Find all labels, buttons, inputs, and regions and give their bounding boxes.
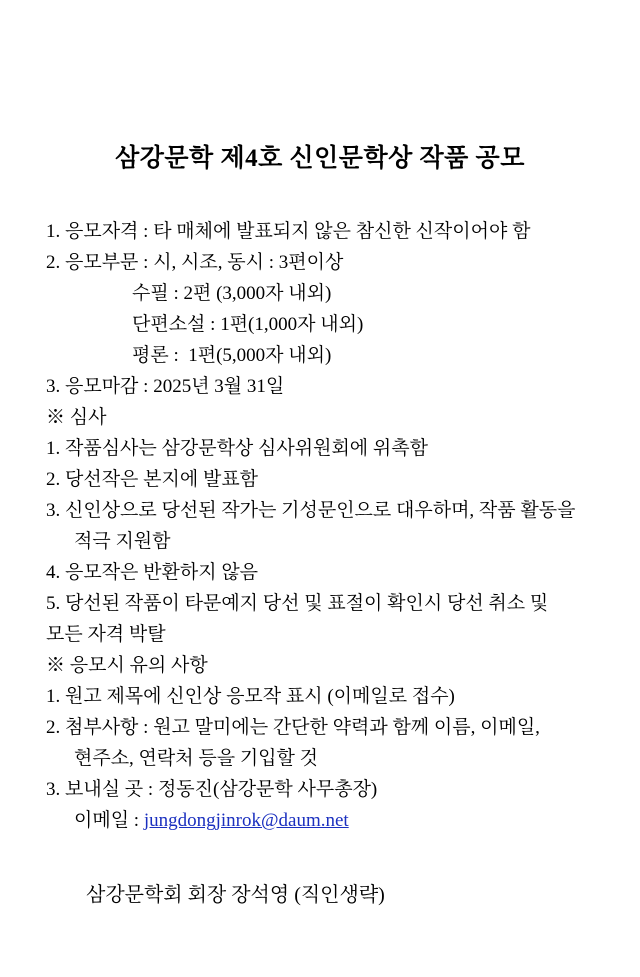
signature-line: 삼강문학회 회장 장석영 (직인생략) [86, 884, 385, 906]
review-line-1: 1. 작품심사는 삼강문학상 심사위원회에 위촉함 [46, 438, 428, 459]
notes-line-2: 2. 첨부사항 : 원고 말미에는 간단한 약력과 함께 이름, 이메일, [46, 717, 540, 738]
review-line-4: 적극 지원함 [74, 531, 171, 552]
review-line-3: 3. 신인상으로 당선된 작가는 기성문인으로 대우하며, 작품 활동을 [46, 500, 576, 521]
email-link[interactable]: jungdongjinrok@daum.net [143, 810, 349, 831]
review-line-6: 5. 당선된 작품이 타문예지 당선 및 표절이 확인시 당선 취소 및 [46, 593, 549, 614]
review-line-7: 모든 자격 박탈 [46, 624, 166, 645]
notes-line-1: 1. 원고 제목에 신인상 응모작 표시 (이메일로 접수) [46, 686, 455, 707]
document-body [46, 216, 594, 836]
notes-line-4: 3. 보내실 곳 : 정동진(삼강문학 사무총장) [46, 779, 378, 800]
email-row [46, 805, 594, 836]
entry-line-1: 1. 응모자격 : 타 매체에 발표되지 않은 참신한 신작이어야 함 [46, 221, 531, 242]
entry-line-5: 평론 : 1편(5,000자 내외) [132, 345, 332, 366]
notes-line-3: 현주소, 연락처 등을 기입할 것 [74, 748, 318, 769]
notes-heading: ※ 응모시 유의 사항 [46, 655, 208, 676]
entry-line-3: 수필 : 2편 (3,000자 내외) [132, 283, 332, 304]
page-title: 삼강문학 제4호 신인문학상 작품 공모 [115, 145, 525, 172]
entry-line-6: 3. 응모마감 : 2025년 3월 31일 [46, 376, 285, 397]
email-label: 이메일 : [74, 810, 144, 831]
review-heading: ※ 심사 [46, 407, 107, 428]
review-line-5: 4. 응모작은 반환하지 않음 [46, 562, 259, 583]
entry-line-2: 2. 응모부문 : 시, 시조, 동시 : 3편이상 [46, 252, 344, 273]
review-line-2: 2. 당선작은 본지에 발표함 [46, 469, 259, 490]
entry-line-4: 단편소설 : 1편(1,000자 내외) [132, 314, 364, 335]
